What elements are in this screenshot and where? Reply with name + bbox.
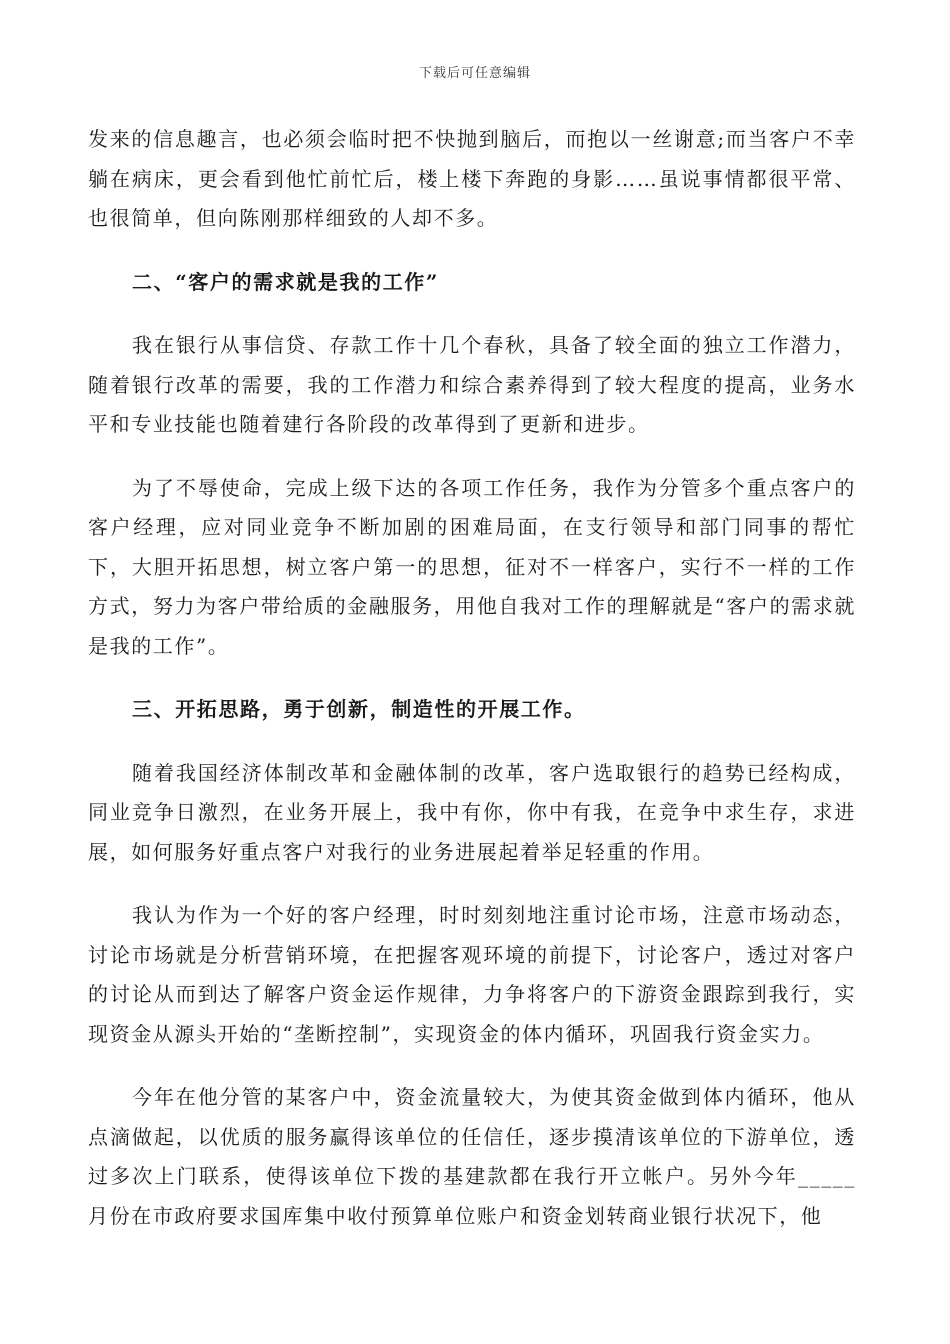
- section-heading-2: 二、“客户的需求就是我的工作”: [132, 269, 440, 294]
- paragraph: 为了不辱使命，完成上级下达的各项工作任务，我作为分管多个重点客户的客户经理，应对同业竞争不断加剧的困难局面，在支行领导和部门同事的帮忙下，大胆开拓思想，树立客户第一的思想，征对不一样客户，实行不一样的工作方式，努力为客户带给质的金融服务，用他自我对工作的理解就是“客户的需求就是我的工作”。: [88, 475, 856, 658]
- paragraph-continuation: 发来的信息趣言，也必须会临时把不快抛到脑后，而抱以一丝谢意;而当客户不幸躺在病床，更会看到他忙前忙后，楼上楼下奔跑的身影……虽说事情都很平常、也很简单，但向陈刚那样细致的人却不多。: [88, 127, 856, 230]
- document-body: [88, 120, 856, 1260]
- section-heading-3: 三、开拓思路，勇于创新，制造性的开展工作。: [132, 697, 586, 721]
- page-header: 下载后可任意编辑: [418, 66, 531, 81]
- paragraph: 我认为作为一个好的客户经理，时时刻刻地注重讨论市场，注意市场动态，讨论市场就是分析营销环境，在把握客观环境的前提下，讨论客户，透过对客户的讨论从而到达了解客户资金运作规律，力争将客户的下游资金跟踪到我行，实现资金从源头开始的“垄断控制”，实现资金的体内循环，巩固我行资金实力。: [88, 903, 856, 1046]
- paragraph: 随着我国经济体制改革和金融体制的改革，客户选取银行的趋势已经构成，同业竞争日激烈，在业务开展上，我中有你，你中有我，在竞争中求生存，求进展，如何服务好重点客户对我行的业务进展起着举足轻重的作用。: [88, 760, 856, 864]
- paragraph: 我在银行从事信贷、存款工作十几个春秋，具备了较全面的独立工作潜力，随着银行改革的需要，我的工作潜力和综合素养得到了较大程度的提高，业务水平和专业技能也随着建行各阶段的改革得到了更新和进步。: [88, 333, 856, 436]
- paragraph: 今年在他分管的某客户中，资金流量较大，为使其资金做到体内循环，他从点滴做起，以优质的服务赢得该单位的任信任，逐步摸清该单位的下游单位，透过多次上门联系，使得该单位下拨的基建款都在我行开立帐户。另外今年_____月份在市政府要求国库集中收付预算单位账户和资金划转商业银行状况下，他: [88, 1085, 856, 1228]
